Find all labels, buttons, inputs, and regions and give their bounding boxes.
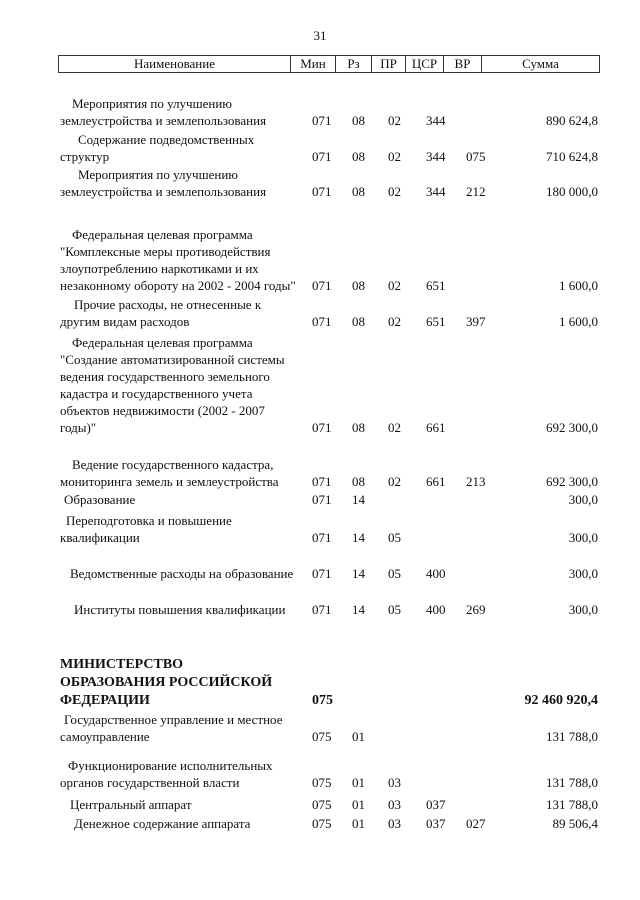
row-csr: 651 <box>426 314 446 329</box>
table-row <box>0 166 640 200</box>
row-sum: 92 460 920,4 <box>524 693 598 708</box>
row-rz: 08 <box>352 314 365 329</box>
row-min: 075 <box>312 729 332 744</box>
row-rz: 08 <box>352 149 365 164</box>
row-min: 071 <box>312 420 332 435</box>
table-row <box>0 209 640 294</box>
row-rz: 08 <box>352 184 365 199</box>
table-row <box>0 296 640 330</box>
header-rz: Рз <box>336 56 372 72</box>
row-rz: 01 <box>352 729 365 744</box>
row-min: 071 <box>312 278 332 293</box>
ministry-heading-row <box>0 656 640 710</box>
row-min: 071 <box>312 113 332 128</box>
row-name: Прочие расходы, не отнесенные к другим видам расходов <box>60 297 262 329</box>
row-rz: 14 <box>352 566 365 581</box>
row-sum: 890 624,8 <box>546 113 598 128</box>
row-name: Денежное содержание аппарата <box>74 816 251 831</box>
row-pr: 02 <box>388 474 401 489</box>
table-row <box>0 491 640 508</box>
row-rz: 08 <box>352 420 365 435</box>
row-csr: 400 <box>426 602 446 617</box>
row-min: 071 <box>312 530 332 545</box>
row-rz: 14 <box>352 492 365 507</box>
row-pr: 02 <box>388 184 401 199</box>
row-pr: 02 <box>388 314 401 329</box>
table-row <box>0 745 640 791</box>
row-rz: 01 <box>352 797 365 812</box>
row-pr: 05 <box>388 530 401 545</box>
row-min: 075 <box>312 797 332 812</box>
row-rz: 08 <box>352 474 365 489</box>
row-min: 071 <box>312 566 332 581</box>
row-vr: 212 <box>466 184 486 199</box>
row-min: 075 <box>312 775 332 790</box>
row-sum: 300,0 <box>568 602 598 617</box>
header-min: Мин <box>291 56 336 72</box>
row-name: Ведение государственного кадастра, мониторинга земель и землеустройства <box>60 457 279 489</box>
row-name: Мероприятия по улучшению землеустройства и землепользования <box>60 96 267 128</box>
row-pr: 03 <box>388 775 401 790</box>
row-min: 071 <box>312 474 332 489</box>
table-row <box>0 440 640 490</box>
row-rz: 08 <box>352 113 365 128</box>
row-sum: 89 506,4 <box>552 816 598 831</box>
row-rz: 14 <box>352 602 365 617</box>
table-row <box>0 584 640 618</box>
table-row <box>0 335 640 436</box>
row-vr: 269 <box>466 602 486 617</box>
row-rz: 01 <box>352 816 365 831</box>
row-csr: 344 <box>426 113 446 128</box>
row-min: 071 <box>312 314 332 329</box>
row-sum: 131 788,0 <box>546 775 598 790</box>
header-sum: Сумма <box>522 56 559 71</box>
row-pr: 05 <box>388 566 401 581</box>
row-sum: 131 788,0 <box>546 729 598 744</box>
row-name: Государственное управление и местное самоуправление <box>60 712 283 744</box>
row-sum: 300,0 <box>568 530 598 545</box>
row-csr: 037 <box>426 797 446 812</box>
row-name: Ведомственные расходы на образование <box>70 566 294 581</box>
row-csr: 661 <box>426 420 446 435</box>
header-vr: ВР <box>444 56 482 72</box>
row-name: Содержание подведомственных структур <box>60 132 255 164</box>
row-min: 071 <box>312 149 332 164</box>
row-pr: 05 <box>388 602 401 617</box>
row-csr: 400 <box>426 566 446 581</box>
row-min: 071 <box>312 602 332 617</box>
header-name: Наименование <box>59 56 291 72</box>
row-csr: 661 <box>426 474 446 489</box>
row-name: Центральный аппарат <box>70 797 192 812</box>
row-pr: 02 <box>388 113 401 128</box>
row-rz: 01 <box>352 775 365 790</box>
table-row <box>0 796 640 813</box>
row-sum: 710 624,8 <box>546 149 598 164</box>
row-pr: 03 <box>388 816 401 831</box>
row-pr: 02 <box>388 420 401 435</box>
row-name: Функционирование исполнительных органов государственной власти <box>60 758 273 790</box>
row-rz: 14 <box>352 530 365 545</box>
row-pr: 02 <box>388 278 401 293</box>
row-csr: 344 <box>426 184 446 199</box>
row-min: 071 <box>312 492 332 507</box>
row-vr: 397 <box>466 314 486 329</box>
row-pr: 03 <box>388 797 401 812</box>
header-csr: ЦСР <box>406 56 444 72</box>
row-rz: 08 <box>352 278 365 293</box>
row-vr: 213 <box>466 474 486 489</box>
row-vr: 075 <box>466 149 486 164</box>
table-row <box>0 548 640 582</box>
row-sum: 131 788,0 <box>546 797 598 812</box>
row-sum: 180 000,0 <box>546 184 598 199</box>
row-vr: 027 <box>466 816 486 831</box>
row-sum: 692 300,0 <box>546 474 598 489</box>
row-pr: 02 <box>388 149 401 164</box>
ministry-name: МИНИСТЕРСТВО ОБРАЗОВАНИЯ РОССИЙСКОЙ ФЕДЕРАЦИИ <box>60 657 273 708</box>
table-row <box>0 711 640 745</box>
row-name: Образование <box>64 492 136 507</box>
table-row <box>0 512 640 546</box>
table-row <box>0 95 640 129</box>
row-sum: 692 300,0 <box>546 420 598 435</box>
header-pr: ПР <box>372 56 406 72</box>
table-row <box>0 815 640 832</box>
row-sum: 300,0 <box>568 492 598 507</box>
row-csr: 344 <box>426 149 446 164</box>
page-number: 31 <box>313 28 327 43</box>
row-csr: 651 <box>426 278 446 293</box>
row-min: 075 <box>312 816 332 831</box>
table-row <box>0 131 640 165</box>
row-name: Федеральная целевая программа "Комплексные меры противодействия злоупотреблению наркотиками и их незаконному обороту на 2002 - 2004 годы" <box>60 227 296 293</box>
row-sum: 300,0 <box>568 566 598 581</box>
row-sum: 1 600,0 <box>559 278 598 293</box>
row-name: Институты повышения квалификации <box>74 602 286 617</box>
table-header <box>58 55 600 73</box>
row-csr: 037 <box>426 816 446 831</box>
row-sum: 1 600,0 <box>559 314 598 329</box>
row-name: Мероприятия по улучшению землеустройства и землепользования <box>60 167 267 199</box>
row-min: 071 <box>312 184 332 199</box>
row-min: 075 <box>312 693 333 708</box>
row-name: Федеральная целевая программа "Создание автоматизированной системы ведения государственного земельного кадастра и государственного учета объектов недвижимости (2002 - 2007 годы)" <box>60 335 285 435</box>
row-name: Переподготовка и повышение квалификации <box>60 513 232 545</box>
